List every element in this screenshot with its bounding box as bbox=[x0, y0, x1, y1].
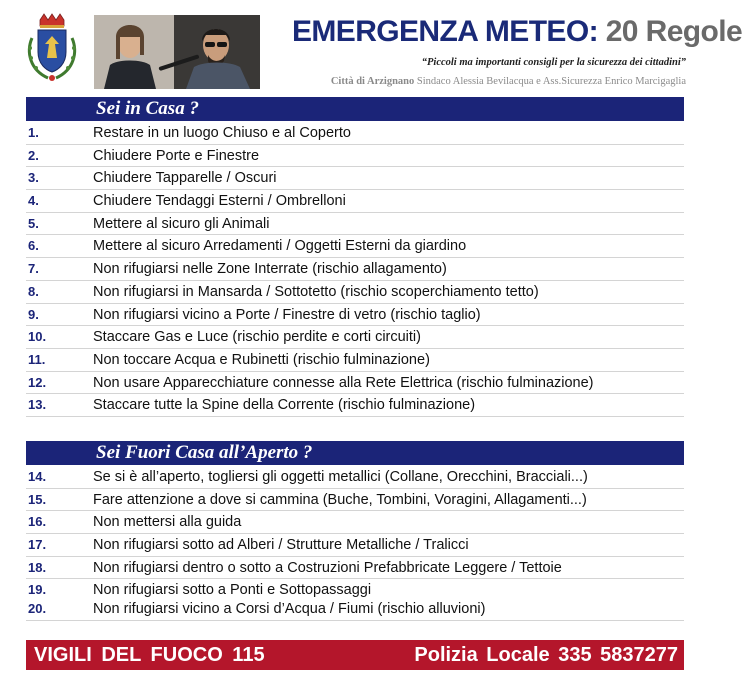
item-number: 16. bbox=[28, 514, 47, 530]
item-number: 20. bbox=[28, 601, 47, 617]
item-number: 17. bbox=[28, 537, 47, 553]
item-text: Fare attenzione a dove si cammina (Buche, Tombini, Voragini, Allagamenti...) bbox=[93, 491, 587, 508]
section-heading-label: Sei in Casa ? bbox=[96, 98, 199, 119]
item-text: Se si è all’aperto, togliersi gli oggetti metallici (Collane, Orecchini, Bracciali...) bbox=[93, 469, 588, 485]
list-item bbox=[26, 511, 684, 534]
item-text: Non rifugiarsi sotto ad Alberi / Strutture Metalliche / Tralicci bbox=[93, 537, 469, 554]
credits bbox=[331, 76, 686, 87]
list-item bbox=[26, 489, 684, 512]
item-text: Non rifugiarsi dentro o sotto a Costruzioni Prefabbricate Leggere / Tettoie bbox=[93, 559, 562, 576]
item-number: 10. bbox=[28, 329, 47, 345]
list-item bbox=[26, 213, 684, 236]
section-heading-outdoors bbox=[26, 441, 684, 465]
item-text: Non mettersi alla guida bbox=[93, 514, 242, 531]
item-text: Chiudere Tendaggi Esterni / Ombrelloni bbox=[93, 193, 346, 210]
rules-list-home bbox=[26, 122, 684, 417]
local-police-contact: Polizia Locale 335 5837277 bbox=[414, 644, 678, 666]
item-number: 12. bbox=[28, 374, 47, 390]
list-item bbox=[26, 394, 684, 417]
item-number: 18. bbox=[28, 559, 47, 575]
list-item bbox=[26, 235, 684, 258]
item-number: 2. bbox=[28, 147, 39, 163]
list-item bbox=[26, 258, 684, 281]
list-item bbox=[26, 466, 684, 489]
list-item bbox=[26, 281, 684, 304]
item-number: 5. bbox=[28, 215, 39, 231]
list-item bbox=[26, 598, 684, 621]
list-item bbox=[26, 534, 684, 557]
item-text: Non toccare Acqua e Rubinetti (rischio fulminazione) bbox=[93, 351, 430, 368]
item-text: Staccare Gas e Luce (rischio perdite e corti circuiti) bbox=[93, 329, 421, 346]
list-item bbox=[26, 349, 684, 372]
item-text: Staccare tutte la Spine della Corrente (rischio fulminazione) bbox=[93, 397, 476, 414]
page-title bbox=[292, 14, 742, 50]
item-number: 4. bbox=[28, 193, 39, 209]
item-number: 19. bbox=[28, 582, 47, 598]
list-item bbox=[26, 190, 684, 213]
list-item bbox=[26, 145, 684, 168]
item-number: 7. bbox=[28, 261, 39, 277]
item-text: Non rifugiarsi sotto a Ponti e Sottopassaggi bbox=[93, 582, 372, 599]
fire-brigade-contact: VIGILI DEL FUOCO 115 bbox=[34, 644, 265, 666]
item-text: Mettere al sicuro gli Animali bbox=[93, 215, 270, 232]
credits-city: Città di Arzignano bbox=[330, 76, 415, 87]
list-item bbox=[26, 326, 684, 349]
item-text: Mettere al sicuro Arredamenti / Oggetti Esterni da giardino bbox=[93, 238, 467, 255]
item-number: 3. bbox=[28, 170, 39, 186]
item-number: 1. bbox=[28, 125, 39, 140]
item-number: 14. bbox=[28, 469, 47, 484]
list-item bbox=[26, 372, 684, 395]
item-number: 11. bbox=[28, 351, 46, 367]
item-text: Chiudere Tapparelle / Oscuri bbox=[93, 170, 277, 187]
section-heading-home bbox=[26, 97, 684, 121]
header bbox=[0, 0, 742, 95]
item-text: Chiudere Porte e Finestre bbox=[93, 147, 260, 164]
list-item bbox=[26, 122, 684, 145]
list-item bbox=[26, 557, 684, 580]
credits-names: Sindaco Alessia Bevilacqua e Ass.Sicurezza Enrico Marcigaglia bbox=[414, 76, 686, 87]
section-heading-label: Sei Fuori Casa all’Aperto ? bbox=[96, 442, 313, 463]
item-text: Non rifugiarsi nelle Zone Interrate (rischio allagamento) bbox=[93, 261, 447, 278]
emergency-contacts-footer bbox=[26, 640, 684, 670]
rules-list-outdoors bbox=[26, 466, 684, 621]
item-number: 13. bbox=[28, 397, 47, 413]
item-text: Restare in un luogo Chiuso e al Coperto bbox=[93, 125, 351, 141]
item-number: 6. bbox=[28, 238, 39, 254]
item-number: 8. bbox=[28, 283, 39, 299]
title-main: EMERGENZA METEO: bbox=[292, 15, 598, 48]
title-accent: 20 Regole bbox=[605, 15, 742, 48]
item-number: 15. bbox=[28, 491, 47, 507]
list-item bbox=[26, 167, 684, 190]
item-number: 9. bbox=[28, 306, 39, 322]
city-crest-icon bbox=[24, 14, 80, 84]
item-text: Non usare Apparecchiature connesse alla Rete Elettrica (rischio fulminazione) bbox=[93, 374, 594, 391]
item-text: Non rifugiarsi vicino a Corsi d’Acqua / Fiumi (rischio alluvioni) bbox=[93, 601, 486, 618]
item-text: Non rifugiarsi in Mansarda / Sottotetto (rischio scoperchiamento tetto) bbox=[93, 283, 539, 300]
officials-photo bbox=[94, 15, 260, 89]
subtitle: “Piccoli ma importanti consigli per la sicurezza dei cittadini” bbox=[421, 57, 686, 68]
item-text: Non rifugiarsi vicino a Porte / Finestre di vetro (rischio taglio) bbox=[93, 306, 481, 323]
list-item bbox=[26, 304, 684, 327]
